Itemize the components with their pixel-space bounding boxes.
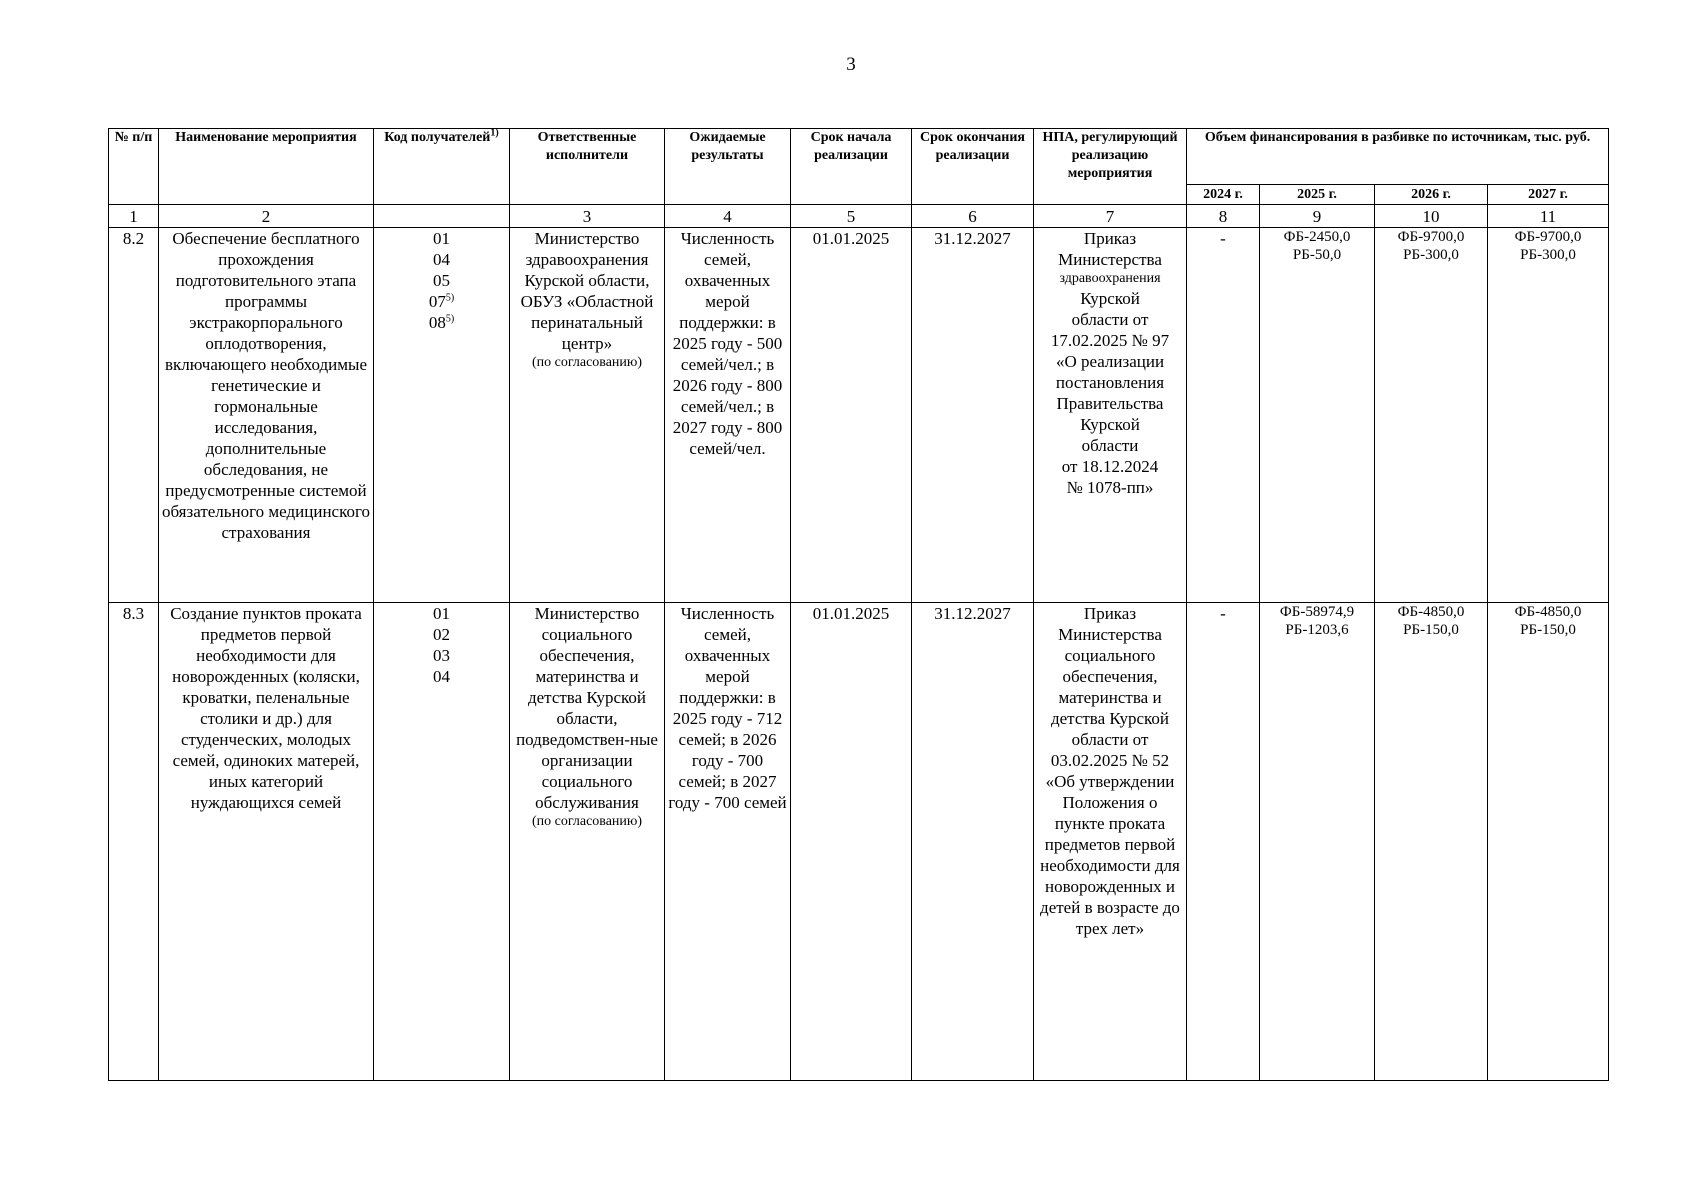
npa-line: № 1078-пп»	[1066, 478, 1154, 497]
responsible-text: Министерство социального обеспечения, материнства и детства Курской области, подведомствен-ные организации социального обслуживания	[516, 604, 658, 812]
responsible-note: (по согласованию)	[531, 355, 643, 370]
column-number: 1	[109, 205, 159, 228]
activities-table	[108, 128, 1609, 1081]
funding-2026	[1375, 603, 1488, 1081]
funding-2025	[1260, 228, 1375, 603]
recipient-code	[376, 312, 507, 333]
recipient-code	[376, 249, 507, 270]
npa-line: здравоохранения	[1059, 271, 1161, 286]
funding-regional: РБ-150,0	[1403, 622, 1459, 638]
funding-regional: РБ-1203,6	[1285, 622, 1349, 638]
responsible-executors	[510, 603, 665, 1081]
header-end: Срок окончания реализации	[912, 129, 1034, 205]
column-number: 2	[159, 205, 374, 228]
recipient-code: 04	[433, 667, 450, 686]
recipient-codes	[374, 228, 510, 603]
activity-name: Создание пунктов проката предметов первой необходимости для новорожденных (коляски, кроватки, пеленальные столики и др.) для студенческих, молодых семей, одиноких матерей, иных категорий нуждающихся семей	[159, 603, 374, 1081]
recipient-code	[376, 270, 507, 291]
code-footnote: 5)	[445, 292, 455, 304]
npa-line: области	[1081, 436, 1139, 455]
column-number: 11	[1488, 205, 1609, 228]
funding-regional: РБ-50,0	[1292, 247, 1342, 263]
npa-document	[1034, 228, 1187, 603]
funding-federal: ФБ-4850,0	[1397, 604, 1465, 620]
code-value: 07	[428, 292, 446, 311]
column-number: 8	[1187, 205, 1260, 228]
column-number: 9	[1260, 205, 1375, 228]
header-year-2027: 2027 г.	[1488, 185, 1609, 205]
header-code-sup: 1)	[490, 127, 499, 139]
page-number: 3	[846, 54, 856, 75]
funding-regional: РБ-300,0	[1403, 247, 1459, 263]
code-footnote: 5)	[445, 313, 455, 325]
column-number: 7	[1034, 205, 1187, 228]
recipient-code	[376, 291, 507, 312]
header-funding: Объем финансирования в разбивке по источникам, тыс. руб.	[1187, 129, 1609, 185]
npa-document: Приказ Министерства социального обеспечения, материнства и детства Курской области от 03.02.2025 № 52 «Об утверждении Положения о пункте проката предметов первой необходимости для новорожденных и детей в возрасте до трех лет»	[1034, 603, 1187, 1081]
funding-2025	[1260, 603, 1375, 1081]
header-no: № п/п	[109, 129, 159, 205]
recipient-code: 03	[433, 646, 450, 665]
npa-line: Правительства	[1056, 394, 1164, 413]
funding-federal: ФБ-58974,9	[1279, 604, 1355, 620]
header-responsible: Ответственные исполнители	[510, 129, 665, 205]
npa-line: 17.02.2025 № 97	[1050, 331, 1170, 350]
npa-line: Курской	[1080, 289, 1140, 308]
npa-line: постановления	[1055, 373, 1165, 392]
column-number: 10	[1375, 205, 1488, 228]
npa-line: от 18.12.2024	[1061, 457, 1159, 476]
header-npa: НПА, регулирующий реализацию мероприятия	[1034, 129, 1187, 205]
code-value: 04	[433, 250, 450, 269]
table-row	[109, 228, 1609, 603]
npa-line: Приказ	[1083, 229, 1137, 248]
column-number-empty	[374, 205, 510, 228]
recipient-code	[376, 228, 507, 249]
npa-line: «О реализации	[1055, 352, 1165, 371]
responsible-note: (по согласованию)	[531, 814, 643, 829]
responsible-executors	[510, 228, 665, 603]
column-number: 4	[665, 205, 791, 228]
header-year-2025: 2025 г.	[1260, 185, 1375, 205]
funding-federal: ФБ-9700,0	[1514, 229, 1582, 245]
npa-line: Курской	[1080, 415, 1140, 434]
expected-results: Численность семей, охваченных мерой поддержки: в 2025 году - 500 семей/чел.; в 2026 году - 800 семей/чел.; в 2027 году - 800 семей/чел.	[665, 228, 791, 603]
funding-2024: -	[1187, 603, 1260, 1081]
column-number: 3	[510, 205, 665, 228]
header-code-text: Код получателей	[384, 130, 491, 145]
funding-2027	[1488, 228, 1609, 603]
header-code	[374, 129, 510, 205]
responsible-text: Министерство здравоохранения Курской области, ОБУЗ «Областной перинатальный центр»	[520, 229, 654, 353]
funding-regional: РБ-300,0	[1520, 247, 1576, 263]
header-year-2026: 2026 г.	[1375, 185, 1488, 205]
header-name: Наименование мероприятия	[159, 129, 374, 205]
start-date: 01.01.2025	[791, 228, 912, 603]
code-value: 05	[433, 271, 450, 290]
row-number: 8.2	[109, 228, 159, 603]
header-results: Ожидаемые результаты	[665, 129, 791, 205]
header-year-2024: 2024 г.	[1187, 185, 1260, 205]
code-value: 01	[433, 229, 450, 248]
header-start: Срок начала реализации	[791, 129, 912, 205]
npa-line: области от	[1071, 310, 1149, 329]
column-number: 6	[912, 205, 1034, 228]
funding-federal: ФБ-9700,0	[1397, 229, 1465, 245]
recipient-codes	[374, 603, 510, 1081]
funding-2024: -	[1187, 228, 1260, 603]
recipient-code: 02	[433, 625, 450, 644]
column-number: 5	[791, 205, 912, 228]
funding-regional: РБ-150,0	[1520, 622, 1576, 638]
npa-line: Министерства	[1058, 250, 1162, 269]
recipient-code: 01	[433, 604, 450, 623]
code-value: 08	[428, 313, 446, 332]
funding-federal: ФБ-2450,0	[1283, 229, 1351, 245]
funding-2026	[1375, 228, 1488, 603]
funding-federal: ФБ-4850,0	[1514, 604, 1582, 620]
funding-2027	[1488, 603, 1609, 1081]
table-row	[109, 603, 1609, 1081]
column-number-row	[109, 205, 1609, 228]
end-date: 31.12.2027	[912, 603, 1034, 1081]
start-date: 01.01.2025	[791, 603, 912, 1081]
activity-name: Обеспечение бесплатного прохождения подготовительного этапа программы экстракорпорального оплодотворения, включающего необходимые генетические и гормональные исследования, дополнительные обследования, не предусмотренные системой обязательного медицинского страхования	[159, 228, 374, 603]
end-date: 31.12.2027	[912, 228, 1034, 603]
expected-results: Численность семей, охваченных мерой поддержки: в 2025 году - 712 семей; в 2026 году - 700 семей; в 2027 году - 700 семей	[665, 603, 791, 1081]
row-number: 8.3	[109, 603, 159, 1081]
